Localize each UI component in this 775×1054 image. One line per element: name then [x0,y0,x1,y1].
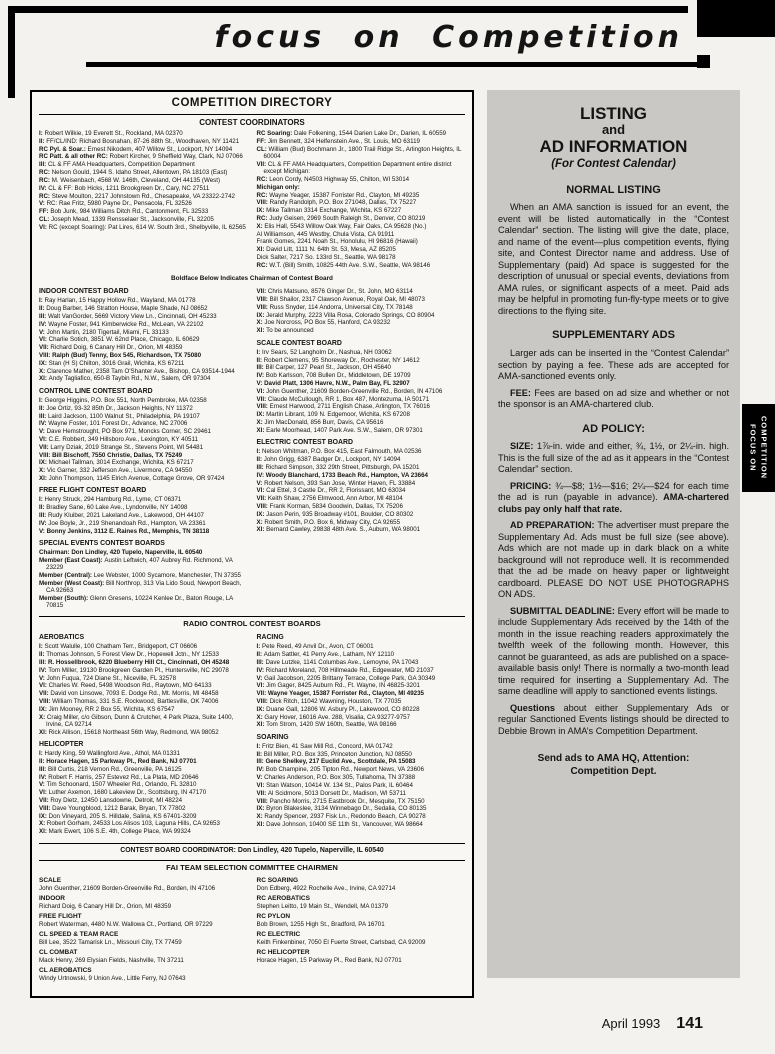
directory-entry: X: Gary Hover, 16016 Ave. 288, Visalia, CA 93277-9757 [256,713,411,721]
board-title: INDOOR CONTEST BOARD [39,288,129,296]
board-title: SPECIAL EVENTS CONTEST BOARDS [39,540,165,548]
directory-entry: III: Gene Shelkey, 217 Euclid Ave., Scottdale, PA 15083 [256,758,416,766]
sidebar-title-line4: (For Contest Calendar) [551,158,676,171]
directory-entry: IX: Byron Blakeslee, 3134 Winnebago Dr., Sedalia, CO 80135 [256,805,427,813]
directory-entry: I: Henry Struck, 294 Hamburg Rd., Lyme, CT 06371 [39,496,182,504]
board-section [257,439,466,534]
rc-boards-title: RADIO CONTROL CONTEST BOARDS [39,616,465,629]
directory-entry: Dick Salter, 7217 So. 133rd St., Seattle, WA 98178 [256,254,396,261]
directory-entry: X: Vic Garner, 332 Jefferson Ave., Livermore, CA 94550 [39,467,193,475]
board-title: FREE FLIGHT CONTEST BOARD [39,487,147,495]
directory-entry: V: RC: Rae Fritz, 5980 Payne Dr., Pensacola, FL 32526 [39,200,192,208]
directory-entry: Member (South): Glenn Gresens, 10224 Kenlee Dr., Baton Rouge, LA 70815 [39,595,233,610]
directory-entry: XI: Tom Strom, 1420 SW 160th, Seattle, WA 98166 [256,721,397,729]
directory-entry: VIII: Russ Snyder, 114 Andorra, Universal City, TX 78148 [256,303,413,311]
directory-entry: I: Pete Reed, 49 Anvil Dr., Avon, CT 06001 [256,643,374,651]
directory-entry: X: Elis Hall, 5543 Willow Oak Way, Fair Oaks, CA 95628 (No.) [256,222,427,230]
directory-entry: XI: Earle Moorhead, 1407 Park Ave. S.W., Salem, OR 97301 [256,426,423,434]
directory-entry: X: Robert Gorham, 24533 Los Alisos 103, Laguna Hills, CA 92653 [39,820,220,828]
issue-date: April 1993 [601,1016,661,1031]
directory-entry: CL: William (Bud) Bochmann Jr., 1800 Trail Ridge St., Arlington Heights, IL 60004 [256,145,462,160]
directory-entry: III: Walt VanGorder, 5669 Victory View Ln., Cincinnati, OH 45233 [39,312,217,320]
fai-chairman-label: FREE FLIGHT [39,913,82,921]
board-section [257,734,466,829]
directory-entry: IX: Jason Perin, 935 Broadway #101, Boulder, CO 80302 [256,510,414,518]
board-section [257,634,466,729]
directory-entry: VIII: Ralph (Bud) Tenny, Box 545, Richardson, TX 75080 [39,352,202,359]
directory-entry: III: R. Hossellbrook, 6220 Blueberry Hill Ct., Cincinnati, OH 45248 [39,658,230,666]
fai-chairman-name: Richard Doig, 6 Canary Hill Dr., Orion, MI 48359 [39,902,172,910]
directory-entry: VIII: Bill Bischoff, 7550 Christie, Dallas, TX 75249 [39,451,183,459]
directory-entry: II: Joe Ortiz, 93-32 85th Dr., Jackson Heights, NY 11372 [39,404,193,412]
directory-entry: FF: Jim Bennett, 324 Helfenstein Ave., St. Louis, MO 63119 [256,137,420,145]
directory-entry: IV: Woody Blanchard, 1733 Beach Rd., Hampton, VA 23664 [256,471,428,479]
board-title: AEROBATICS [39,634,85,642]
directory-entry: XI: David Litt, 1111 N. 64th St. 53, Mesa, AZ 85205 [256,246,396,254]
sidebar-paragraph: Questions about either Supplementary Ads or regular Sanctioned Events listings should be directed to Debbie Brown in AMA’s Competition Department. [498,702,729,736]
directory-entry: Member (West Coast): Bill Northrop, 313 Via Lido Soud, Newport Beach, CA 92663 [39,579,242,595]
fai-chairman-name: Robert Waterman, 4480 N.W. Wallowa Ct., Portland, OR 97229 [39,920,213,928]
rc-right-column [257,629,466,836]
sidebar-heading: SUPPLEMENTARY ADS [552,329,675,342]
directory-entry: III: Bill Carper, 127 Pearl St., Jackson, OH 45640 [256,364,391,372]
sidebar-title-line2: and [601,122,626,138]
directory-entry: VII: Richard Doig, 6 Canary Hill Dr., Orion, MI 48359 [39,344,183,352]
fai-chairman-name: Don Edberg, 4922 Rochelle Ave., Irvine, CA 92714 [256,884,396,892]
coordinators-columns [39,130,465,270]
board-section [39,288,248,383]
directory-entry: X: Craig Miller, c/o Gibson, Dunn & Crutcher, 4 Park Plaza, Suite 1400, Irvine, CA 92714 [39,713,234,728]
directory-entry: XI: To be announced [256,327,314,335]
directory-entry: VII: Larry Dziak, 2019 Strange St., Stevens Point, WI 54481 [39,443,204,451]
directory-entry: II: Thomas Johnson, 5 Forest View Dr., Hopewell Jctn., NY 12533 [39,651,219,659]
top-rule [8,6,688,13]
directory-entry: II: Horace Hagen, 15 Parkway Pl., Red Bank, NJ 07701 [39,757,197,765]
directory-entry: XI: John Thompson, 1145 Elrich Avenue, Cottage Grove, OR 97424 [39,475,225,483]
directory-entry: I: George Higgins, P.O. Box 551, North Pembroke, MA 02358 [39,396,207,404]
fai-chairman-name: Bob Brown, 1255 High St., Bradford, PA 16701 [256,920,385,928]
sidebar-paragraph: Larger ads can be inserted in the “Contest Calendar” section by paying a fee. These ads are accepted for AMA-sanctioned events only. [498,348,729,382]
sidebar-title-line1: LISTING [579,104,648,123]
directory-entry: VII: Chris Matsuno, 8576 Ginger Dr., St. John, MO 63114 [256,288,413,296]
fai-chairman-name: Mack Henry, 269 Elysian Fields, Nashville, TN 37211 [39,956,184,964]
directory-entry: RC: M. Weisenbach, 4568 W. 146th, Cleveland, OH 44135 (West) [39,176,221,184]
tab-line-focus-on: FOCUS ON [748,424,758,472]
fai-chairman-label: RC PYLON [256,913,291,921]
directory-entry: VI: C.E. Robbert, 349 Hillsboro Ave., Lexington, KY 40511 [39,435,198,443]
directory-entry: VI: Cal Ettel, 3 Castle Dr., RR 2, Florissant, MO 63034 [256,487,406,495]
directory-entry: VI: Luther Axemon, 1680 Lakeview Dr., Scottsburg, IN 47170 [39,789,207,797]
directory-entry: V: Bonny Jenkins, 3112 E. Raines Rd., Memphis, TN 38118 [39,527,210,535]
directory-entry: RC: Nelson Gould, 1944 S. Idaho Street, Allentown, PA 18103 (East) [39,169,228,177]
directory-entry: Member (East Coast): Austin Leftwich, 407 Aubrey Rd. Richmond, VA 23229 [39,556,233,572]
directory-entry: VII: Roy Dietz, 12450 Lansdowne, Detroit, MI 48224 [39,797,183,805]
directory-entry: III: CL & FF AMA Headquarters, Competition Department [39,161,195,169]
fai-chairman-label: CL AEROBATICS [39,967,92,975]
directory-title: COMPETITION DIRECTORY [39,97,465,115]
sidebar-paragraph: FEE: Fees are based on ad size and whether or not the sponsor is an AMA-chartered club. [498,387,729,410]
directory-entry: VIII: Randy Randolph, P.O. Box 271048, Dallas, TX 75227 [256,199,417,207]
directory-entry: XI: Andy Tagliafico, 650-B Taybin Rd., N.W., Salem, OR 97304 [39,375,211,383]
directory-entry: V: Tim Schoonard, 1507 Wheeler Rd., Orlando, FL 32810 [39,781,197,789]
board-title: SOARING [256,733,289,741]
directory-entry: VII: Al Scidmore, 5013 Dorsett Dr., Madison, WI 53711 [256,789,406,797]
board-title: SCALE CONTEST BOARD [256,339,342,347]
directory-entry: RC: Wayne Yeager, 15387 Forrister Rd., Clayton, MI 49235 [256,191,420,199]
directory-entry: III: Bill Curtis, 218 Vernon Rd., Greenville, PA 16125 [39,765,182,773]
fai-chairman-name: Keith Finkenbiner, 7050 El Fuerte Street, Carlsbad, CA 92009 [256,938,426,946]
directory-entry: VIII: Pancho Morris, 2715 Eastbrook Dr., Mesquite, TX 75150 [256,797,425,805]
directory-entry: VI: Charles W. Reed, 5498 Woodson Rd., Raytown, MO 64133 [39,682,212,690]
board-title: HELICOPTER [39,741,84,749]
directory-entry: I: Hardy King, 59 Wallingford Ave., Athol, MA 01331 [39,750,181,758]
directory-entry: VII: David von Linsowe, 7093 E. Dodge Rd., Mt. Morris, MI 48458 [39,690,219,698]
directory-entry: VI: RC (except Soaring): Pat Lires, 614 W. South 3rd., Shelbyville, IL 62565 [39,223,246,231]
fai-chairman-label: SCALE [39,877,62,885]
directory-entry: VII: CL & FF AMA Headquarters, Competition Department entire district except Michigan: [256,160,452,176]
rc-boards-columns [39,629,465,836]
focus-on-competition-tab [742,404,775,492]
fai-chairman-label: CL SPEED & TEAM RACE [39,931,119,939]
directory-entry: V: Robert Nelson, 393 San Jose, Winter Haven, FL 33884 [256,479,416,487]
directory-entry: IX: Mike Tallman 3314 Exchange, Wichita, KS 67227 [256,207,402,215]
directory-entry: X: Joe Norcross, PO Box 55, Hanford, CA 93232 [256,319,391,327]
sidebar-heading: NORMAL LISTING [566,183,661,196]
fai-chairman-name: Windy Urtnowski, 9 Union Ave., Little Ferry, NJ 07643 [39,974,186,982]
board-section [39,487,248,535]
directory-entry: VII: Keith Shaw, 2756 Elmwood, Ann Arbor, MI 48104 [256,495,403,503]
directory-entry: X: Clarence Mather, 2358 Tam O'Shanter Ave., Bishop, CA 93514-1944 [39,367,235,375]
directory-entry: IX: Duane Gall, 12806 W. Asbury Pl., Lakewood, CO 80228 [256,705,420,713]
directory-entry: IV: Bob Champine, 205 Tipton Rd., Newport News, VA 23606 [256,766,424,774]
directory-entry: V: John Martin, 2180 Tigertail, Miami, FL 33133 [39,328,169,336]
fai-chairman-name: Stephen Leitto, 19 Main St., Wendell, MA 01379 [256,902,389,910]
directory-entry: Al Williamson, 445 Westby, Chula Vista, CA 91911 [256,230,395,238]
directory-entry: VIII: Dave Youngblood, 1212 Barak, Bryan, TX 77802 [39,804,186,812]
rc-left-column [39,629,248,836]
directory-entry: XI: Dave Johnson, 10400 SE 11th St., Vancouver, WA 98664 [256,820,423,828]
directory-entry: VI: Jim Gager, 8425 Auburn Rd., Ft. Wayne, IN 46825-3201 [256,682,420,690]
page-number: 141 [676,1015,703,1032]
directory-entry: IX: Jerald Murphy, 2223 Villa Rosa, Colorado Springs, CO 80904 [256,311,435,319]
directory-entry: IV: Bob Karlsson, 708 Bullen Dr., Middletown, DE 19709 [256,372,411,380]
sidebar-footer: Send ads to AMA HQ, Attention: Competition Dept. [537,753,690,777]
tab-line-competition: COMPETITION [759,416,769,480]
board-title: CONTROL LINE CONTEST BOARD [39,387,153,395]
title-rule [86,62,710,67]
corner-block [697,0,775,37]
directory-entry: VIII: Bill Shailor, 2317 Clawson Avenue, Royal Oak, MI 48073 [256,295,425,303]
directory-entry: RC: Steve Moulton, 2217 Johnstown Rd., Chesapeake, VA 23322-2742 [39,192,235,200]
directory-entry: RC Patt. & all other RC: Robert Kircher, 9 Sheffield Way, Clark, NJ 07066 [39,153,243,161]
directory-entry: V: Dave Hemstrought, PO Box 971, Moncks Corner, SC 29461 [39,428,211,436]
sidebar-paragraph: PRICING: ¾—$8; 1½—$16; 2¼—$24 for each time the ad is run (payable in advance). AMA-chartered clubs pay only half that rate. [498,480,730,514]
coordinators-left-column [39,130,248,270]
directory-entry: IV: Robert F. Harris, 257 Estevez Rd., La Plata, MD 20646 [39,773,199,781]
directory-entry: IV: Joe Boyle, Jr., 219 Shenandoah Rd., Hampton, VA 23361 [39,519,206,527]
directory-entry: XI: Rick Allison, 15618 Northeast 56th Way, Redmond, WA 98052 [39,728,219,736]
board-section [39,741,248,836]
sidebar-sections [498,184,729,738]
directory-entry: I: Irv Sears, 52 Langholm Dr., Nashua, NH 03062 [256,348,392,356]
directory-entry: I: Nelson Whitman, P.O. Box 415, East Falmouth, MA 02536 [256,448,422,456]
fai-chairman-name: Horace Hagen, 15 Parkway Pl., Red Bank, NJ 07701 [256,956,402,964]
directory-entry: II: FF/CL/IND: Richard Bosnahan, 87-26 88th St., Woodhaven, NY 11421 [39,137,240,145]
directory-entry: III: Richard Simpson, 332 29th Street, Pittsburgh, PA 15201 [256,463,420,471]
directory-entry: X: Jim MacDonald, 856 Burr, Davis, CA 95616 [256,419,384,426]
sidebar-paragraph: SUBMITTAL DEADLINE: Every effort will be made to include Supplementary Ads received by the 14th of the month in the issue reaching readers approximately the twelfth week of the following month. However, this cannot be guaranteed, as ads are published on a space-available basis only! There is normally a two-month lead time required for inserting a Supplementary Ad. The same deadline will apply to sanctioned events listings. [498,605,729,697]
directory-entry: II: Bradley Sane, 60 Lake Ave., Lyndonville, NY 14098 [39,504,188,512]
directory-entry: VII: Wayne Yeager, 15387 Forrister Rd., Clayton, MI 49235 [256,690,424,698]
board-section [39,388,248,483]
sidebar-paragraph: When an AMA sanction is issued for an event, the event will be listed automatically in the “Contest Calendar” section. The listing will give the date, place, and name of the event—plus competition events, flying site, and Contest Director name and address. Use of Supplementary (paid) Ad space is suggested for the description of unusual or special events, deviations from AMA rules, or significant aspects of a meet. Paid ads may be helpful in promoting fun-fly-type meets or to give directions to the flying site. [498,202,729,316]
fai-right-column [257,874,466,982]
sidebar-paragraph: AD PREPARATION: The advertiser must prepare the Supplementary Ad. Ads must be full size (see above). Ads which are not made up in dark black on a white background will not reproduce well. It is recommended that the ad be made on heavy paper or lightweight cardboard. PLEASE DO NOT USE PHOTOGRAPHS ON ADS. [498,520,729,600]
fai-chairman-label: RC SOARING [256,877,299,885]
directory-entry: VIII: William Thomas, 331 S.E. Rockwood, Bartlesville, OK 74006 [39,697,219,705]
directory-entry: V: Charles Anderson, P.O. Box 305, Tullahoma, TN 37388 [256,774,416,782]
directory-entry: IV: Wayne Foster, 101 Forest Dr., Advance, NC 27006 [39,420,188,428]
directory-entry: VII: Claude McCullough, RR 1, Box 487, Montezuma, IA 50171 [256,395,430,403]
directory-entry: VI: Charlie Sotich, 3851 W. 62nd Place, Chicago, IL 60629 [39,336,200,344]
sidebar-heading: AD POLICY: [582,422,645,435]
directory-entry: CL: Joseph Mead, 1339 Rensselaer St., Jacksonville, FL 32205 [39,215,214,223]
coordinators-title: CONTEST COORDINATORS [199,117,305,127]
page-title: focus on Competition [214,20,683,55]
directory-entry: III: Laird Jackson, 1100 Walnut St., Philadelphia, PA 19107 [39,412,200,420]
directory-entry: I: Scott Walulle, 100 Chatham Terr., Bridgeport, CT 06606 [39,643,198,651]
directory-entry: X: Robert Smith, P.O. Box 6, Midway City, CA 92655 [256,518,401,526]
fai-chairman-label: INDOOR [39,895,65,903]
board-title: ELECTRIC CONTEST BOARD [256,439,353,447]
directory-entry: III: Dave Lutzke, 1141 Columbas Ave., Lemoyne, PA 17043 [256,658,419,666]
fai-chairman-label: RC ELECTRIC [256,931,301,939]
directory-entry: II: Robert Clemens, 95 Shoreway Dr., Rochester, NY 14612 [256,356,420,364]
directory-entry: VI: Stan Watson, 10414 W. 134 St., Palos Park, IL 60464 [256,781,413,789]
directory-entry: RC Soaring: Dale Folkening, 1544 Darien Lake Dr., Darien, IL 60559 [256,130,447,137]
directory-entry: Chairman: Don Lindley, 420 Tupelo, Naperville, IL 60540 [39,549,203,557]
board-section [257,340,466,435]
fai-chairman-name: John Guenther, 21609 Borden-Greenville Rd., Borden, IN 47106 [39,884,216,892]
directory-entry: IX: Martin Librant, 109 N. Edgemoor, Wichita, KS 67208 [256,411,410,419]
sidebar-title-line3: AD INFORMATION [539,137,688,157]
directory-entry: VIII: Ernest Harwood, 2711 English Chase, Arlington, TX 76016 [256,403,430,411]
directory-entry: IV: Wayne Foster, 941 Kimberwicke Rd., McLean, VA 22102 [39,320,204,328]
directory-entry: IX: Stan (H S) Chilton, 3016 Grail, Wichita, KS 67211 [39,359,185,367]
directory-entry: V: Gail Jacobson, 2205 Brittany Terrace, College Park, GA 30349 [256,674,436,682]
board-section [39,634,248,736]
directory-entry: III: Rudy Kluiber, 2021 Lakeland Ave., Lakewood, OH 44107 [39,512,204,520]
fai-chairman-label: CL COMBAT [39,949,78,957]
directory-entry: II: Bill Miller, P.O. Box 335, Princeton Junction, NJ 08550 [256,750,412,758]
directory-entry: I: Ray Harlan, 15 Happy Hollow Rd., Wayland, MA 01778 [39,297,196,305]
directory-entry: IV: Richard Moreland, 708 Hillmeade Rd., Edgewater, MD 21037 [256,666,434,674]
directory-entry: RC Pyl. & Soar.: Ernest Nikodem, 407 Willow St., Lockport, NY 14094 [39,145,233,153]
competition-directory [30,90,474,998]
directory-entry: Michigan only: [256,183,300,191]
directory-entry: II: John Grigg, 6387 Badger Dr., Lockport, NY 14094 [256,456,401,464]
directory-entry: VIII: Frank Korman, 5834 Goodwin, Dallas, TX 75206 [256,502,403,510]
ad-info-sidebar [487,90,740,978]
board-section [39,540,248,610]
fai-title: FAI TEAM SELECTION COMMITTEE CHAIRMEN [39,860,465,873]
directory-entry: RC: Leon Cordy, N4503 Highway 55, Chilton, WI 53014 [256,175,410,183]
board-title: RACING [256,634,284,642]
fai-chairman-label: RC HELICOPTER [256,949,310,957]
directory-entry: IX: Jim Mooney, RR 2 Box 55, Wichita, KS 67547 [39,705,175,713]
boards-columns [39,283,465,610]
title-rule-nub [697,55,710,68]
coordinators-right-column [257,130,466,270]
directory-entry: II: Doug Barber, 146 Stratton House, Maple Shade, NJ 08652 [39,305,208,313]
page-footer [602,1015,703,1033]
sidebar-paragraph: SIZE: 1⅞-in. wide and either, ¾, 1½, or 2¼-in. high. This is the full size of the ad as it appears in the “Contest Calendar” section. [498,441,729,475]
board-section [257,288,466,334]
directory-entry: I: Robert Wilkie, 19 Everett St., Rockland, MA 02370 [39,130,183,137]
directory-entry: IX: Michael Tallman, 3014 Exchange, Wichita, KS 67217 [39,459,194,467]
directory-entry: IV: Tom Miller, 19130 Brookgreen Garden Pl., Huntersville, NC 29078 [39,666,229,674]
contest-board-coordinator-line: CONTEST BOARD COORDINATOR: Don Lindley, 420 Tupelo, Naperville, IL 60540 [39,843,465,855]
directory-entry: IX: Don Vineyard, 205 S. Hilldale, Salina, KS 67401-3209 [39,812,197,820]
boldface-note: Boldface Below Indicates Chairman of Contest Board [171,274,333,282]
directory-entry: XI: Bernard Cawley, 29838 48th Ave. S., Auburn, WA 98001 [256,526,421,534]
fai-chairman-name: Bill Lee, 3522 Tamarisk Ln., Missouri City, TX 77459 [39,938,182,946]
directory-entry: XI: Mark Ewert, 106 S.E. 4th, College Place, WA 99324 [39,828,191,836]
directory-entry: V: David Platt, 1306 Havre, N.W., Palm Bay, FL 32907 [256,379,410,387]
directory-entry: VI: John Guenther, 21609 Borden-Greenville Rd., Borden, IN 47106 [256,387,443,395]
fai-columns [39,874,465,982]
directory-entry: IV: CL & FF: Bob Hicks, 1211 Brookgreen Dr., Cary, NC 27511 [39,184,210,192]
directory-entry: Frank Gomes, 2241 Noah St., Honolulu, HI 96816 (Hawaii) [256,238,418,246]
directory-entry: II: Adam Sattler, 41 Perry Ave., Latham, NY 12110 [256,651,395,659]
fai-chairman-label: RC AEROBATICS [256,895,310,903]
directory-entry: VIII: Dick Ritch, 11042 Wawning, Houston, TX 77035 [256,697,402,705]
directory-entry: RC: W.T. (Bill) Smith, 10825 44th Ave. S.W., Seattle, WA 98146 [256,261,431,269]
boards-left-column [39,283,248,610]
directory-entry: RC: Judy Geisen, 2969 South Raleigh St., Denver, CO 80219 [256,214,426,222]
boards-right-column [257,283,466,610]
directory-entry: Member (Central): Lee Webster, 1000 Sycamore, Manchester, TN 37355 [39,572,241,580]
directory-entry: V: John Fuqua, 724 Diane St., Niceville, FL 32578 [39,674,177,682]
directory-entry: I: Fritz Bien, 41 Saw Mill Rd., Concord, MA 01742 [256,742,393,750]
fai-left-column [39,874,248,982]
directory-entry: FF: Bob Junk, 984 Williams Ditch Rd., Cantonment, FL 32533 [39,208,209,216]
directory-entry: X: Randy Spencer, 2937 Fisk Ln., Redondo Beach, CA 90278 [256,813,426,821]
